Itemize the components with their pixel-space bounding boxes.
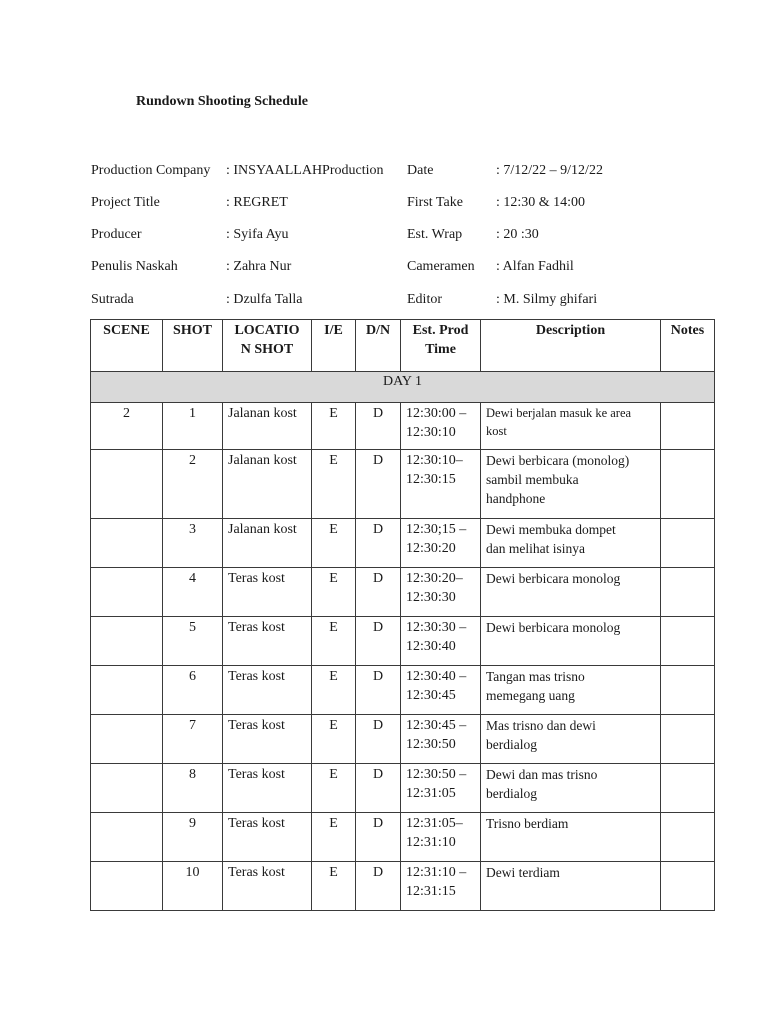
meta-label: Producer — [91, 227, 142, 242]
dn-cell: D — [356, 403, 401, 450]
dn-cell: D — [356, 715, 401, 764]
meta-line — [0, 290, 768, 310]
header-notes: Notes — [661, 320, 715, 372]
location-cell: Teras kost — [223, 617, 312, 666]
scene-cell — [91, 450, 163, 519]
meta-label: Date — [407, 163, 434, 178]
location-cell: Teras kost — [223, 764, 312, 813]
description-cell: Tangan mas trisno memegang uang — [481, 666, 661, 715]
meta-value: : M. Silmy ghifari — [496, 292, 598, 307]
shot-cell: 7 — [163, 715, 223, 764]
meta-value: : 12:30 & 14:00 — [496, 195, 586, 210]
notes-cell — [661, 813, 715, 862]
table-row — [91, 862, 715, 911]
dn-cell: D — [356, 450, 401, 519]
notes-cell — [661, 764, 715, 813]
table-row — [91, 813, 715, 862]
day-label: DAY 1 — [91, 372, 715, 403]
location-cell: Jalanan kost — [223, 403, 312, 450]
scene-cell — [91, 617, 163, 666]
location-cell: Teras kost — [223, 813, 312, 862]
scene-cell: 2 — [91, 403, 163, 450]
description-cell: Mas trisno dan dewi berdialog — [481, 715, 661, 764]
shot-cell: 3 — [163, 519, 223, 568]
notes-cell — [661, 715, 715, 764]
dn-cell: D — [356, 764, 401, 813]
meta-value: : Syifa Ayu — [226, 227, 289, 242]
header-location: LOCATIO N SHOT — [223, 320, 312, 372]
ie-cell: E — [312, 617, 356, 666]
table-row — [91, 568, 715, 617]
dn-cell: D — [356, 617, 401, 666]
table-row — [91, 764, 715, 813]
time-cell: 12:31:05– 12:31:10 — [401, 813, 481, 862]
meta-label: Cameramen — [407, 259, 475, 274]
ie-cell: E — [312, 764, 356, 813]
meta-value: : 7/12/22 – 9/12/22 — [496, 163, 603, 178]
scene-cell — [91, 519, 163, 568]
meta-label: Editor — [407, 292, 442, 307]
description-cell: Dewi berbicara monolog — [481, 568, 661, 617]
meta-value: : 20 :30 — [496, 227, 539, 242]
meta-value: : Alfan Fadhil — [496, 259, 574, 274]
shot-cell: 9 — [163, 813, 223, 862]
ie-cell: E — [312, 403, 356, 450]
header-scene: SCENE — [91, 320, 163, 372]
ie-cell: E — [312, 813, 356, 862]
table-row — [91, 617, 715, 666]
location-cell: Teras kost — [223, 666, 312, 715]
meta-label: Est. Wrap — [407, 227, 463, 242]
notes-cell — [661, 568, 715, 617]
notes-cell — [661, 403, 715, 450]
meta-label: Sutrada — [91, 292, 134, 307]
header-description: Description — [481, 320, 661, 372]
header-ie: I/E — [312, 320, 356, 372]
meta-label: Production Company — [91, 163, 211, 178]
shot-cell: 1 — [163, 403, 223, 450]
shot-cell: 4 — [163, 568, 223, 617]
table-row — [91, 715, 715, 764]
dn-cell: D — [356, 666, 401, 715]
shot-cell: 5 — [163, 617, 223, 666]
meta-label: First Take — [407, 195, 463, 210]
time-cell: 12:30:40 – 12:30:45 — [401, 666, 481, 715]
meta-line — [0, 161, 768, 181]
header-dn: D/N — [356, 320, 401, 372]
document-title: Rundown Shooting Schedule — [136, 94, 308, 109]
notes-cell — [661, 450, 715, 519]
ie-cell: E — [312, 862, 356, 911]
description-cell: Dewi berbicara (monolog) sambil membuka handphone — [481, 450, 661, 519]
meta-value: : REGRET — [226, 195, 288, 210]
meta-value: : INSYAALLAHProduction — [226, 163, 384, 178]
shot-cell: 8 — [163, 764, 223, 813]
time-cell: 12:31:10 – 12:31:15 — [401, 862, 481, 911]
time-cell: 12:30:45 – 12:30:50 — [401, 715, 481, 764]
table-header-row — [91, 320, 715, 372]
scene-cell — [91, 715, 163, 764]
notes-cell — [661, 519, 715, 568]
dn-cell: D — [356, 813, 401, 862]
location-cell: Teras kost — [223, 715, 312, 764]
location-cell: Jalanan kost — [223, 450, 312, 519]
ie-cell: E — [312, 519, 356, 568]
schedule-table — [90, 319, 715, 911]
meta-value: : Dzulfa Talla — [226, 292, 303, 307]
location-cell: Jalanan kost — [223, 519, 312, 568]
ie-cell: E — [312, 450, 356, 519]
table-row — [91, 450, 715, 519]
scene-cell — [91, 813, 163, 862]
notes-cell — [661, 862, 715, 911]
location-cell: Teras kost — [223, 568, 312, 617]
meta-value: : Zahra Nur — [226, 259, 292, 274]
scene-cell — [91, 666, 163, 715]
time-cell: 12:30:30 – 12:30:40 — [401, 617, 481, 666]
description-cell: Dewi dan mas trisno berdialog — [481, 764, 661, 813]
location-cell: Teras kost — [223, 862, 312, 911]
time-cell: 12:30:50 – 12:31:05 — [401, 764, 481, 813]
description-cell: Dewi berjalan masuk ke area kost — [481, 403, 661, 450]
time-cell: 12:30:10– 12:30:15 — [401, 450, 481, 519]
dn-cell: D — [356, 862, 401, 911]
notes-cell — [661, 617, 715, 666]
header-time: Est. Prod Time — [401, 320, 481, 372]
scene-cell — [91, 568, 163, 617]
scene-cell — [91, 862, 163, 911]
table-row — [91, 519, 715, 568]
time-cell: 12:30:20– 12:30:30 — [401, 568, 481, 617]
time-cell: 12:30;15 – 12:30:20 — [401, 519, 481, 568]
description-cell: Trisno berdiam — [481, 813, 661, 862]
notes-cell — [661, 666, 715, 715]
scene-cell — [91, 764, 163, 813]
description-cell: Dewi membuka dompet dan melihat isinya — [481, 519, 661, 568]
dn-cell: D — [356, 568, 401, 617]
description-cell: Dewi berbicara monolog — [481, 617, 661, 666]
description-cell: Dewi terdiam — [481, 862, 661, 911]
ie-cell: E — [312, 568, 356, 617]
meta-label: Project Title — [91, 195, 160, 210]
dn-cell: D — [356, 519, 401, 568]
header-shot: SHOT — [163, 320, 223, 372]
meta-line — [0, 225, 768, 245]
table-row — [91, 403, 715, 450]
table-row — [91, 666, 715, 715]
meta-line — [0, 193, 768, 213]
meta-line — [0, 257, 768, 277]
shot-cell: 10 — [163, 862, 223, 911]
shot-cell: 2 — [163, 450, 223, 519]
shot-cell: 6 — [163, 666, 223, 715]
ie-cell: E — [312, 666, 356, 715]
meta-label: Penulis Naskah — [91, 259, 178, 274]
day-row — [91, 372, 715, 403]
ie-cell: E — [312, 715, 356, 764]
time-cell: 12:30:00 – 12:30:10 — [401, 403, 481, 450]
